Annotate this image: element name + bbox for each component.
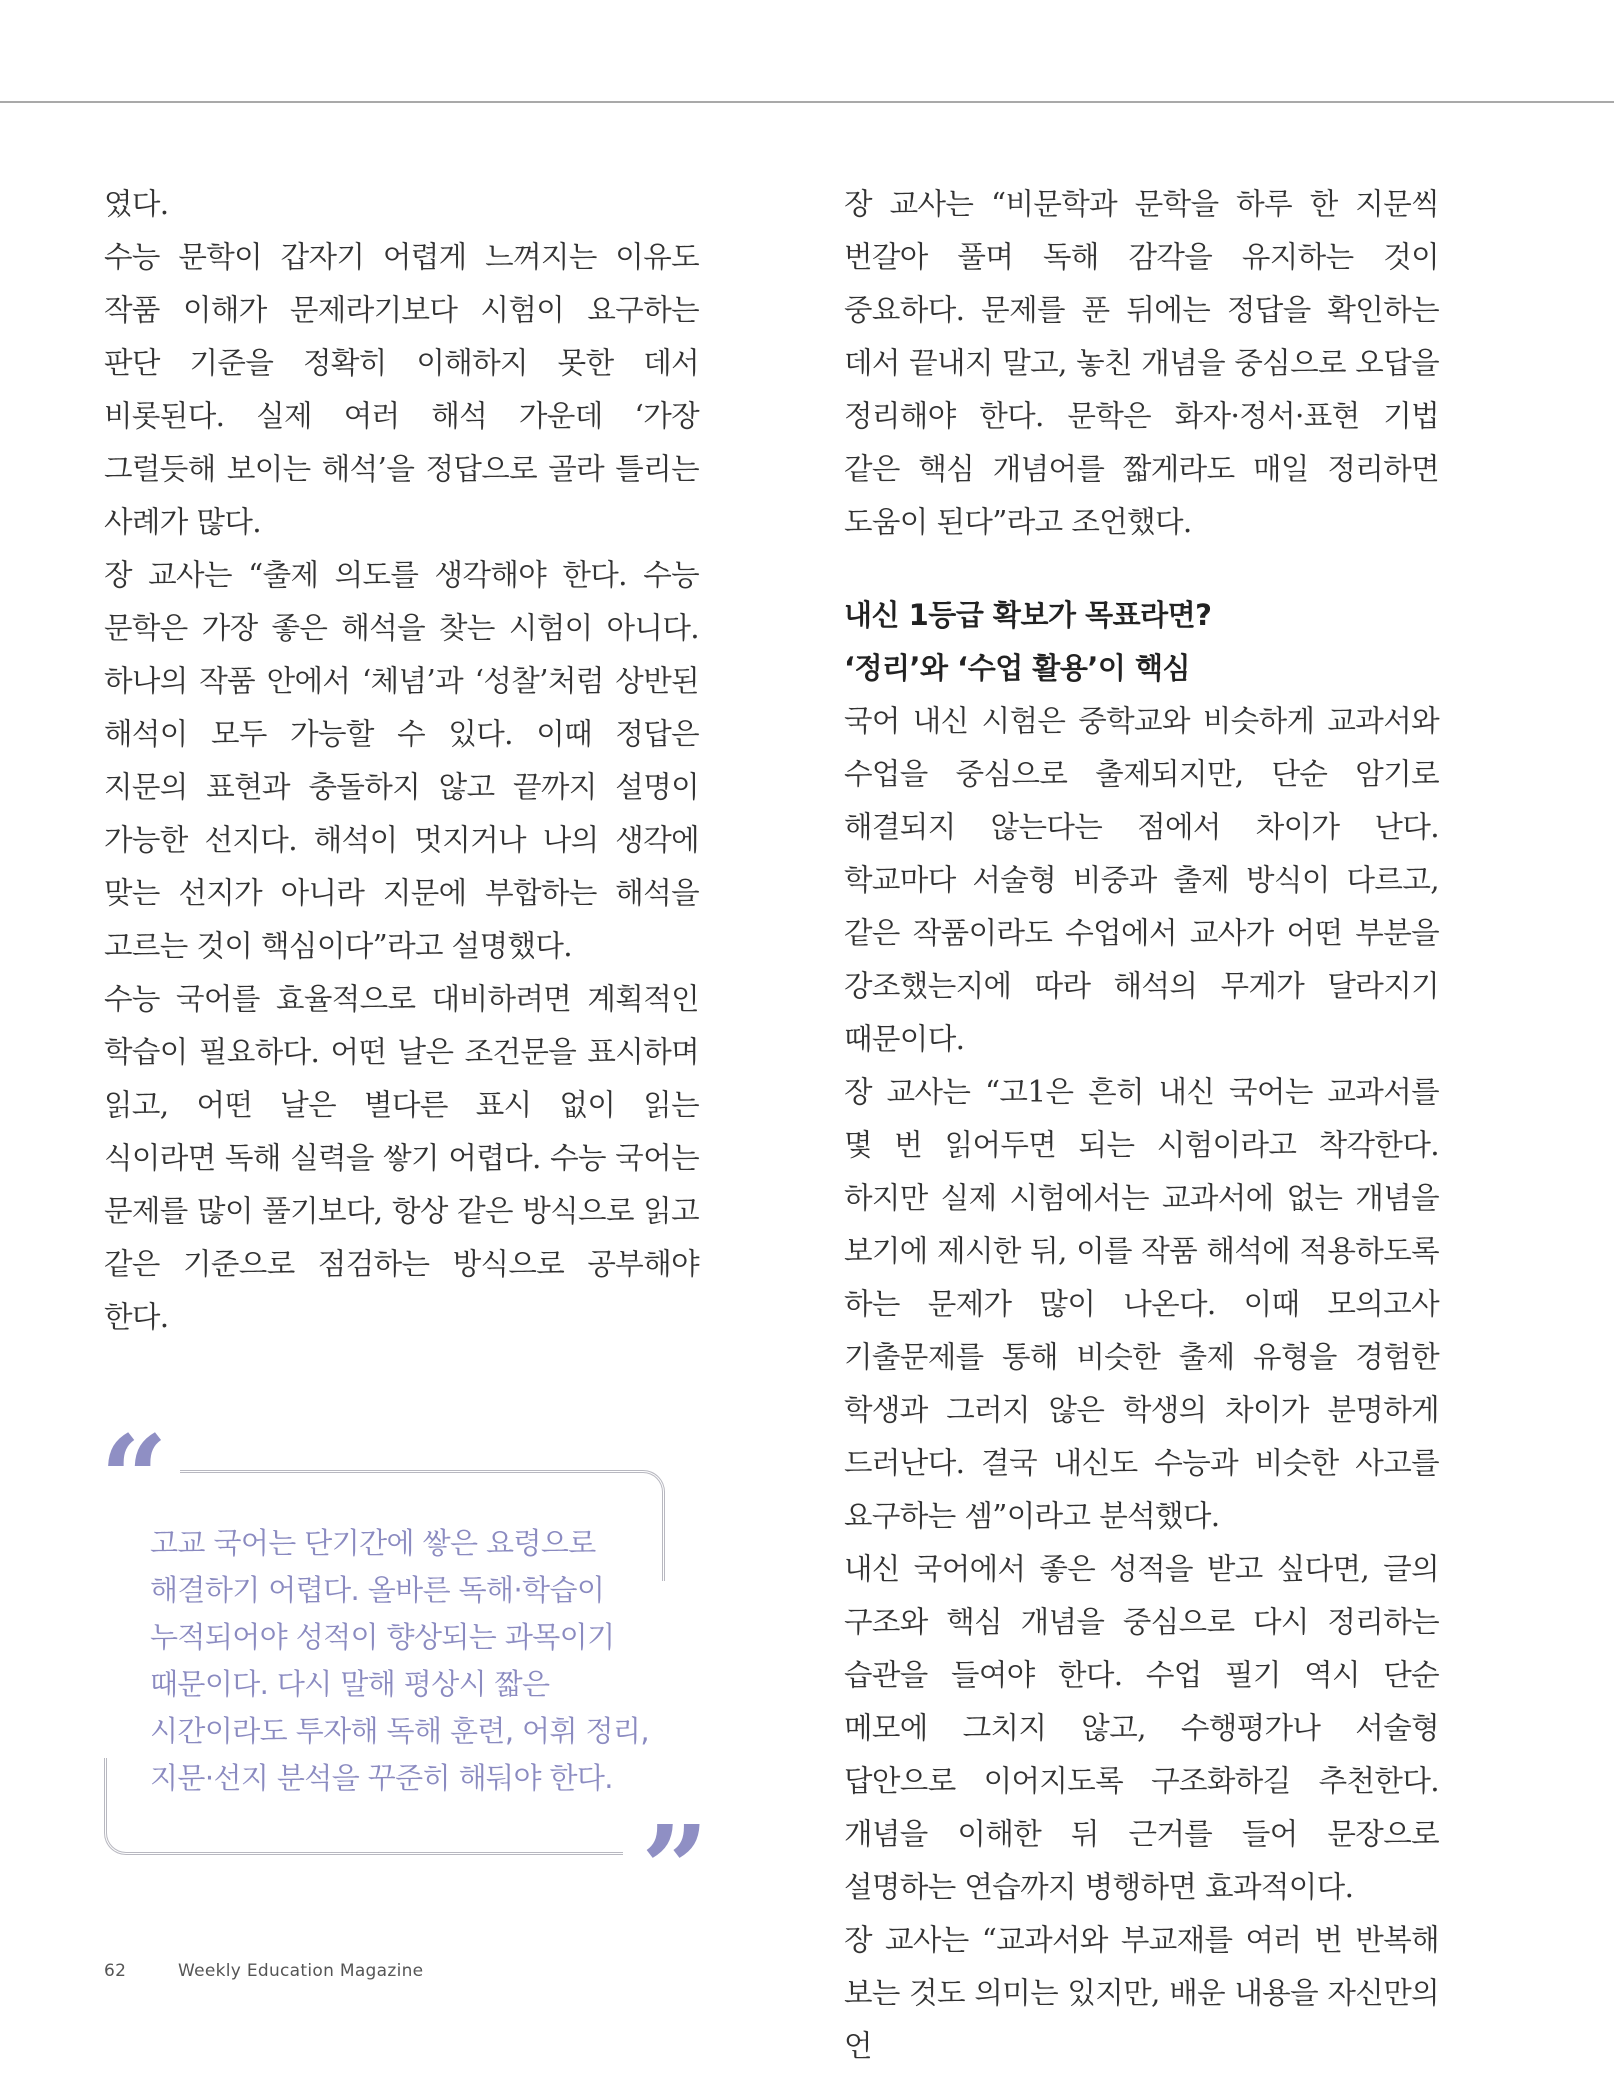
body-paragraph: 장 교사는 “고1은 흔히 내신 국어는 교과서를 몇 번 읽어두면 되는 시험이라고 착각한다. 하지만 실제 시험에서는 교과서에 없는 개념을 보기에 제시한 뒤, 이를 작품 해석에 적용하도록 하는 문제가 많이 나온다. 이때 모의고사 기출문제를 통해 비슷한 출제 유형을 경험한 학생과 그러지 않은 학생의 차이가 분명하게 드러난다. 결국 내신도 수능과 비슷한 사고를 요구하는 셈”이라고 분석했다. (844, 1075, 1439, 1533)
open-quote-icon: “ (100, 1409, 168, 1548)
body-paragraph: 였다. (104, 187, 169, 221)
body-paragraph: 장 교사는 “교과서와 부교재를 여러 번 반복해 보는 것도 의미는 있지만, 배운 내용을 자신만의 언 (844, 1923, 1439, 2063)
magazine-name: Weekly Education Magazine (177, 1961, 424, 1981)
section-heading-line-2: ‘정리’와 ‘수업 활용’이 핵심 (844, 651, 1190, 685)
quote-frame-bottom (104, 1758, 623, 1855)
body-paragraph: 국어 내신 시험은 중학교와 비슷하게 교과서와 수업을 중심으로 출제되지만, 단순 암기로 해결되지 않는다는 점에서 차이가 난다. 학교마다 서술형 비중과 출제 방식이 다르고, 같은 작품이라도 수업에서 교사가 어떤 부분을 강조했는지에 따라 해석의 무게가 달라지기 때문이다. (844, 704, 1439, 1056)
left-column (104, 178, 699, 1344)
body-paragraph: 수능 문학이 갑자기 어렵게 느껴지는 이유도 작품 이해가 문제라기보다 시험이 요구하는 판단 기준을 정확히 이해하지 못한 데서 비롯된다. 실제 여러 해석 가운데 ‘가장 그럴듯해 보이는 해석’을 정답으로 골라 틀리는 사례가 많다. (104, 240, 699, 539)
body-paragraph: 장 교사는 “비문학과 문학을 하루 한 지문씩 번갈아 풀며 독해 감각을 유지하는 것이 중요하다. 문제를 푼 뒤에는 정답을 확인하는 데서 끝내지 말고, 놓친 개념을 중심으로 오답을 정리해야 한다. 문학은 화자·정서·표현 기법 같은 핵심 개념어를 짧게라도 매일 정리하면 도움이 된다”라고 조언했다. (844, 187, 1439, 539)
section-heading (844, 589, 1439, 695)
page-number: 62 (104, 1961, 127, 1981)
right-column (844, 178, 1439, 2073)
body-paragraph: 장 교사는 “출제 의도를 생각해야 한다. 수능 문학은 가장 좋은 해석을 찾는 시험이 아니다. 하나의 작품 안에서 ‘체념’과 ‘성찰’처럼 상반된 해석이 모두 가능할 수 있다. 이때 정답은 지문의 표현과 충돌하지 않고 끝까지 설명이 가능한 선지다. 해석이 멋지거나 나의 생각에 맞는 선지가 아니라 지문에 부합하는 해석을 고르는 것이 핵심이다”라고 설명했다. (104, 558, 699, 963)
body-paragraph: 내신 국어에서 좋은 성적을 받고 싶다면, 글의 구조와 핵심 개념을 중심으로 다시 정리하는 습관을 들여야 한다. 수업 필기 역시 단순 메모에 그치지 않고, 수행평가나 서술형 답안으로 이어지도록 구조화하길 추천한다. 개념을 이해한 뒤 근거를 들어 문장으로 설명하는 연습까지 병행하면 효과적이다. (844, 1552, 1439, 1904)
pull-quote-text: 고교 국어는 단기간에 쌓은 요령으로 해결하기 어렵다. 올바른 독해·학습이 누적되어야 성적이 향상되는 과목이기 때문이다. 다시 말해 평상시 짧은 시간이라도 투자해 독해 훈련, 어휘 정리, 지문·선지 분석을 꾸준히 해둬야 한다. (150, 1526, 649, 1795)
page-footer (104, 1961, 423, 1981)
section-heading-line-1: 내신 1등급 확보가 목표라면? (844, 598, 1212, 632)
close-quote-icon: ” (641, 1799, 709, 1938)
body-paragraph: 수능 국어를 효율적으로 대비하려면 계획적인 학습이 필요하다. 어떤 날은 조건문을 표시하며 읽고, 어떤 날은 별다른 표시 없이 읽는 식이라면 독해 실력을 쌓기 어렵다. 수능 국어는 문제를 많이 풀기보다, 항상 같은 방식으로 읽고 같은 기준으로 점검하는 방식으로 공부해야 한다. (104, 982, 699, 1334)
header-rule (0, 101, 1614, 103)
